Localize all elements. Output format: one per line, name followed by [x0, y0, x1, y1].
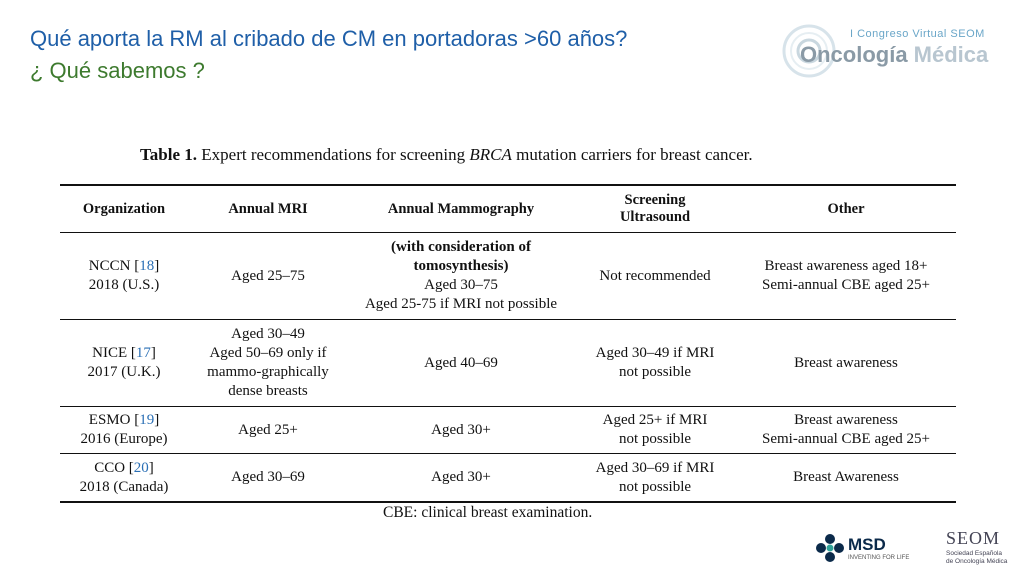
header-annual-mri: Annual MRI [228, 200, 308, 217]
header-other: Other [827, 200, 865, 217]
org-close: ] [150, 345, 156, 361]
seom-logo [946, 528, 1016, 572]
table-row [60, 320, 956, 407]
cell-other [736, 454, 956, 503]
cell-line: mammo-graphically [207, 364, 329, 380]
cell-line: Semi-annual CBE aged 25+ [761, 277, 930, 293]
org-close: ] [154, 258, 160, 274]
cell-line: Breast awareness aged 18+ [764, 258, 928, 274]
org-name: ESMO [ [88, 412, 140, 428]
cell-mri [188, 233, 348, 320]
cell-line: Aged 25–75 [231, 267, 305, 284]
cell-line: not possible [618, 431, 692, 447]
cell-organization [60, 407, 188, 454]
cell-line: Aged 50–69 only if [209, 345, 327, 361]
header-us-line1: Screening [624, 192, 686, 208]
cell-ultrasound [574, 320, 736, 407]
cell-mri [188, 407, 348, 454]
cell-organization [60, 233, 188, 320]
citation-link[interactable]: 17 [135, 345, 151, 361]
org-name: NICE [ [92, 345, 136, 361]
cell-line: Aged 30+ [431, 421, 491, 438]
caption-italic: BRCA [469, 145, 512, 164]
cell-other [736, 320, 956, 407]
cell-organization [60, 320, 188, 407]
cell-ultrasound [574, 407, 736, 454]
cell-line: not possible [618, 478, 692, 495]
logo-wordmark [800, 42, 988, 68]
table-caption [140, 145, 753, 165]
org-close: ] [154, 412, 160, 428]
caption-pre: Expert recommendations for screening [197, 145, 470, 164]
citation-link[interactable]: 20 [133, 459, 149, 476]
header-organization: Organization [82, 200, 166, 217]
cell-mri [188, 320, 348, 407]
cell-mammography [348, 233, 574, 320]
logo-word-medica: Médica [907, 42, 989, 67]
org-year: 2018 (U.S.) [88, 277, 160, 293]
header-screening-ultrasound [574, 185, 736, 233]
cell-line: Aged 25-75 if MRI not possible [364, 296, 558, 312]
cell-line: dense breasts [228, 383, 308, 399]
cell-organization [60, 454, 188, 503]
org-name: CCO [ [94, 459, 134, 476]
cell-line: Semi-annual CBE aged 25+ [761, 431, 930, 447]
cell-line: not possible [618, 364, 692, 380]
congress-label: I Congreso Virtual SEOM [850, 28, 985, 40]
table-header-row [60, 185, 956, 233]
cell-line: Aged 30–69 [231, 469, 305, 485]
cell-mammography [348, 320, 574, 407]
msd-tagline: INVENTING FOR LIFE [848, 555, 910, 561]
cell-line: Not recommended [599, 267, 711, 284]
cell-line: (with consideration of [391, 239, 531, 255]
cell-mri [188, 454, 348, 503]
cell-line: Aged 25+ if MRI [602, 412, 708, 428]
table-row [60, 407, 956, 454]
table-footnote: CBE: clinical breast examination. [383, 504, 593, 521]
org-name: NCCN [ [88, 258, 140, 274]
cell-ultrasound [574, 454, 736, 503]
cell-other [736, 233, 956, 320]
org-close: ] [148, 459, 154, 476]
cell-ultrasound [574, 233, 736, 320]
cell-line: Aged 30–49 if MRI [595, 345, 715, 361]
seom-subtitle-1: Sociedad Española [946, 550, 1003, 557]
slide-subtitle: ¿ Qué sabemos ? [30, 58, 205, 83]
org-year: 2016 (Europe) [80, 431, 168, 447]
cell-mammography [348, 454, 574, 503]
cell-line: Aged 30–69 if MRI [595, 459, 715, 476]
header-us-line2: Ultrasound [619, 209, 691, 225]
caption-post: mutation carriers for breast cancer. [511, 145, 753, 164]
congress-logo [780, 22, 1010, 82]
seom-subtitle-2: de Oncología Médica [946, 558, 1008, 565]
msd-logo [815, 531, 925, 565]
cell-line: Aged 30+ [431, 469, 491, 485]
cell-line: Breast Awareness [793, 469, 899, 485]
msd-name: MSD [848, 535, 886, 554]
cell-other [736, 407, 956, 454]
cell-line: tomosynthesis) [413, 258, 509, 274]
header-annual-mammography: Annual Mammography [387, 200, 535, 217]
table-row [60, 454, 956, 503]
citation-link[interactable]: 19 [139, 412, 155, 428]
seom-name: SEOM [946, 528, 1001, 548]
table-row [60, 233, 956, 320]
cell-line: Aged 30–49 [231, 326, 305, 342]
citation-link[interactable]: 18 [139, 258, 155, 274]
msd-mark-icon [815, 533, 845, 563]
cell-line: Aged 25+ [238, 421, 298, 438]
org-year: 2018 (Canada) [79, 478, 169, 495]
slide-title: Qué aporta la RM al cribado de CM en portadoras >60 años? [30, 26, 628, 51]
cell-line: Aged 40–69 [424, 354, 498, 371]
logo-word-oncologia: Oncología [800, 42, 908, 67]
org-year: 2017 (U.K.) [87, 364, 161, 380]
cell-line: Aged 30–75 [424, 277, 498, 293]
cell-line: Breast awareness [794, 354, 898, 371]
caption-label: Table 1. [140, 145, 198, 164]
recommendations-table [60, 184, 956, 503]
cell-mammography [348, 407, 574, 454]
cell-line: Breast awareness [794, 412, 898, 428]
